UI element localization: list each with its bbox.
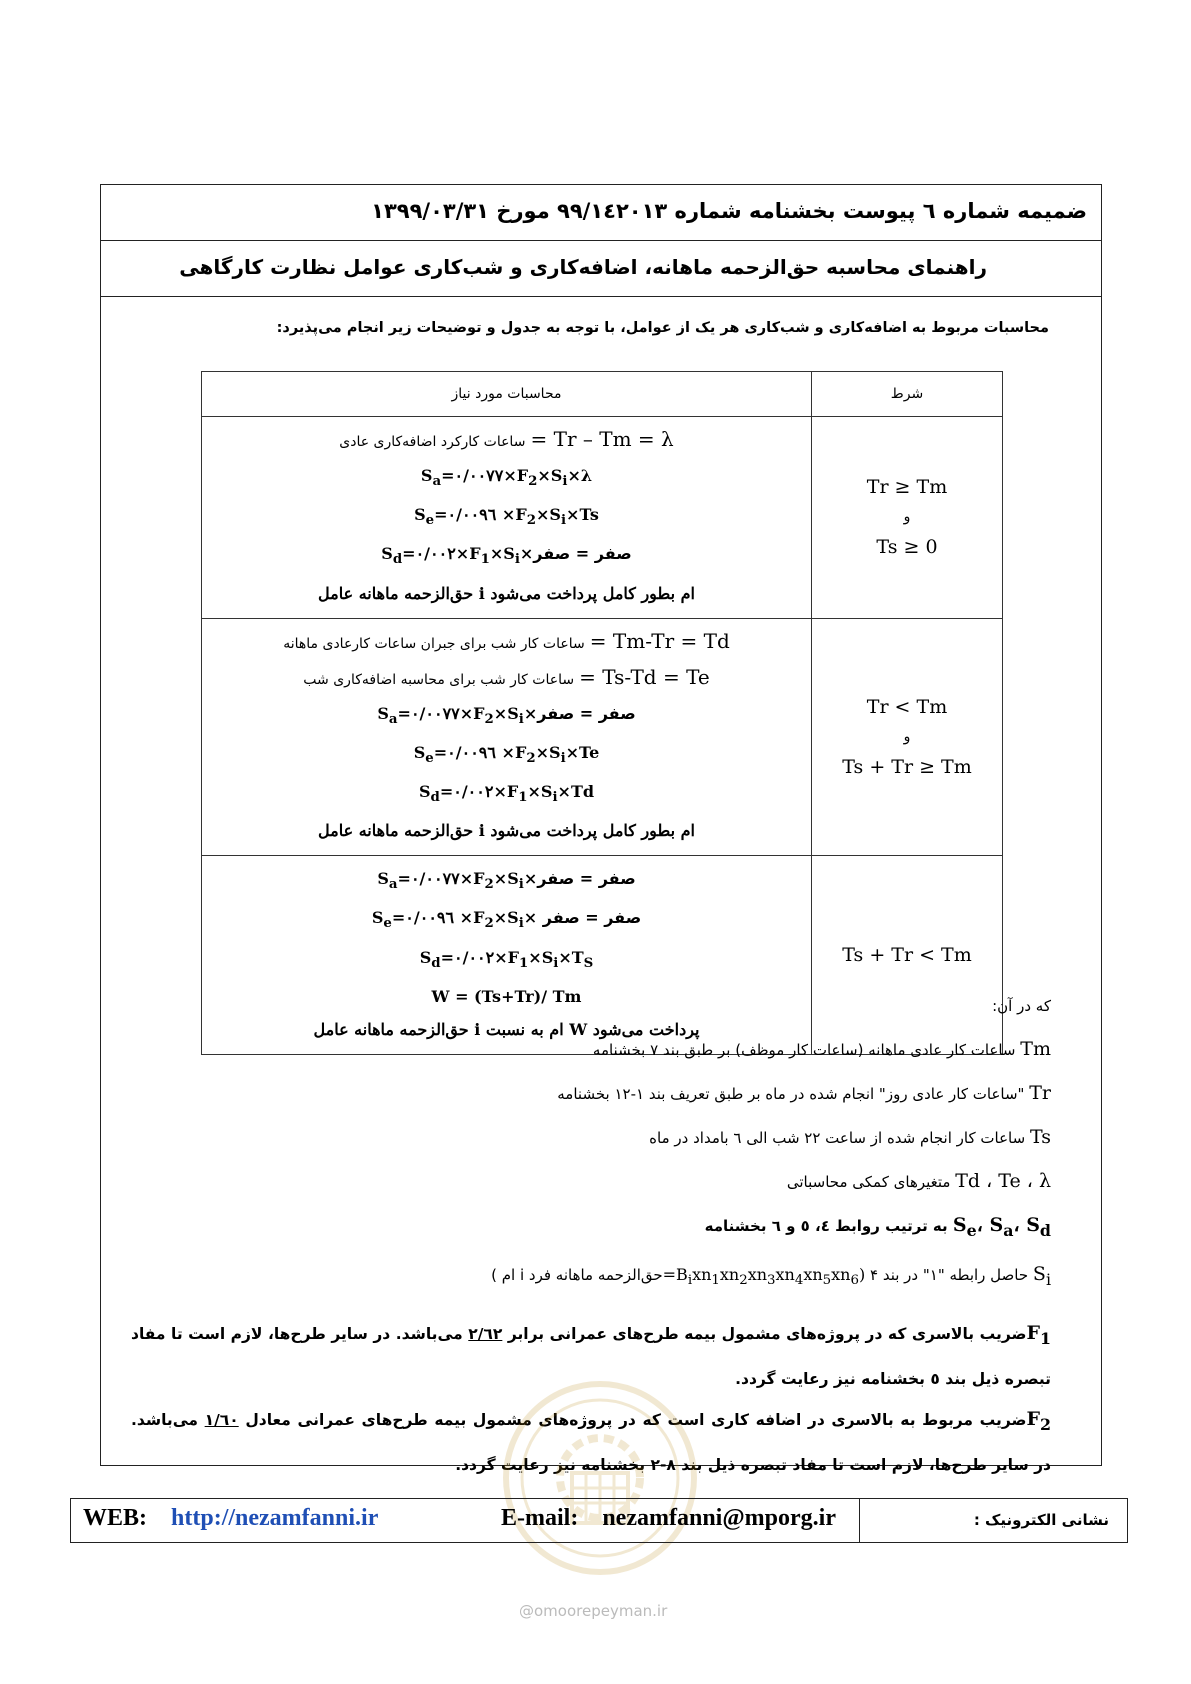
condition-cell xyxy=(812,618,1003,856)
table-header-row xyxy=(202,372,1003,417)
condition-and: و xyxy=(903,509,911,526)
attachment-title: ضمیمه شماره ٦ پیوست بخشنامه شماره ٩٩/١٤٢٠١٣ مورخ ١٣٩٩/٠٣/٣١ xyxy=(101,185,1101,241)
calc-line: $S_a=٠/٠٠٧٧\times F_2\times S_i\times صفر$ = صفر xyxy=(377,703,636,727)
document-frame xyxy=(100,184,1102,1474)
footer-bar xyxy=(70,1498,1128,1543)
guide-title: راهنمای محاسبه حق‌الزحمه ماهانه، اضافه‌کاری و شب‌کاری عوامل نظارت کارگاهی xyxy=(101,241,1101,297)
calculation-table xyxy=(201,371,1003,1055)
email-label: E-mail: xyxy=(501,1505,579,1531)
intro-text: محاسبات مربوط به اضافه‌کاری و شب‌کاری هر یک از عوامل، با توجه به جدول و توضیحات زیر انجام می‌پذیرد: xyxy=(276,320,1049,336)
calc-line: حق‌الزحمه ماهانه عامل i ام بطور کامل پرداخت می‌شود xyxy=(318,821,695,841)
condition-line: Ts + Tr ≥ Tm xyxy=(842,755,972,778)
def-si: $S_i$ حاصل رابطه "١" در بند ۴ ($B_ixn_1xn_2xn_3xn_4xn_5xn_6=حق‌الزحمه$ ماهانه فرد i ام ) xyxy=(491,1262,1051,1289)
calc-line: W = (Ts+Tr)/ Tm xyxy=(431,986,582,1006)
calc-cell xyxy=(202,417,812,619)
condition-line: Tr < Tm xyxy=(866,695,948,718)
def-ts: Ts ساعات کار انجام شده از ساعت ٢٢ شب الی ٦ بامداد در ماه xyxy=(649,1126,1051,1148)
condition-cell xyxy=(812,417,1003,619)
calc-line: $S_a=٠/٠٠٧٧\times F_2\times S_i\times\lambda$ xyxy=(420,466,593,490)
table-row xyxy=(202,618,1003,856)
web-link[interactable]: http://nezamfanni.ir xyxy=(171,1505,379,1531)
calc-line: $S_e=٠/٠٠٩٦ \times F_2\times S_i\times$ صفر = صفر xyxy=(371,908,642,932)
calc-line: $S_d=٠/٠٠٢\times F_1\times S_i\times T_S$ xyxy=(419,947,594,971)
def-f1: $F_1ضریب$ بالاسری که در پروژه‌های مشمول بیمه طرح‌های عمرانی برابر ٢/٦٢ می‌باشد. در سایر طرح‌ها، لازم است تا مفاد تبصره ذیل بند ٥ بخشنامه نیز رعایت گردد. xyxy=(131,1321,1051,1388)
calc-line: $S_d=٠/٠٠٢\times F_1\times S_i\times صفر$ = صفر xyxy=(381,544,632,568)
def-where: که در آن: xyxy=(992,997,1051,1015)
calc-line: $S_a=٠/٠٠٧٧\times F_2\times S_i\times صفر$ = صفر xyxy=(377,869,636,893)
def-s: $S_e،$ $S_a،$ $S_d$ به ترتیب روابط ٤، ٥ و ٦ بخشنامه xyxy=(704,1214,1051,1240)
calc-line: ساعات کارکرد اضافه‌کاری عادی = Tr – Tm = λ xyxy=(339,427,674,451)
condition-line: Tr ≥ Tm xyxy=(866,476,948,499)
email-address[interactable]: nezamfanni@mporg.ir xyxy=(602,1505,836,1531)
calc-line: $S_e=٠/٠٠٩٦ \times F_2\times S_i\times Ts$ xyxy=(414,505,599,529)
web-label: WEB: xyxy=(83,1505,148,1531)
def-aux: Td ، Te ، λ متغیرهای کمکی محاسباتی xyxy=(786,1170,1051,1192)
calc-line: ساعات کار شب برای محاسبه اضافه‌کاری شب = Ts-Td = Te xyxy=(303,664,710,689)
calc-line: $S_d=٠/٠٠٢\times F_1\times S_i\times Td$ xyxy=(418,781,595,806)
header-calculations: محاسبات مورد نیاز xyxy=(202,372,812,417)
calc-line: حق‌الزحمه ماهانه عامل i ام بطور کامل پرداخت می‌شود xyxy=(318,583,695,603)
footer-web xyxy=(83,1505,378,1532)
table-row xyxy=(202,417,1003,619)
calc-cell xyxy=(202,618,812,856)
footer-label: نشانی الکترونیک : xyxy=(859,1499,1127,1542)
watermark-text: @omoorepeyman.ir xyxy=(519,1602,668,1620)
seal-watermark xyxy=(500,1378,700,1578)
def-f2: $F_2ضریب$ مربوط به بالاسری در اضافه کاری است که در پروژه‌های مشمول بیمه طرح‌های عمرانی معادل ١/٦٠ می‌باشد. در سایر طرح‌ها، لازم است تا مفاد تبصره ذیل بند ٨-٢ بخشنامه نیز رعایت گردد. xyxy=(131,1407,1051,1474)
def-tm: Tm ساعات کار عادی ماهانه (ساعات کار موظف) بر طبق بند ٧ بخشنامه xyxy=(592,1038,1051,1060)
calc-line: $S_e=٠/٠٠٩٦ \times F_2\times S_i\times Te$ xyxy=(413,742,600,766)
footer-email xyxy=(501,1505,836,1532)
calc-line: حق‌الزحمه ماهانه عامل i ام به نسبت W پرداخت می‌شود xyxy=(313,1019,700,1039)
condition-and: و xyxy=(903,728,911,745)
def-tr: Tr "ساعات کار عادی روز" انجام شده در ماه بر طبق تعریف بند ١-١٢ بخشنامه xyxy=(557,1082,1051,1104)
header-condition: شرط xyxy=(812,372,1003,417)
condition-line: Ts ≥ 0 xyxy=(876,536,938,559)
condition-line: Ts + Tr < Tm xyxy=(842,943,972,966)
calc-line: ساعات کار شب برای جبران ساعات کارعادی ماهانه = Tm-Tr = Td xyxy=(283,628,730,653)
